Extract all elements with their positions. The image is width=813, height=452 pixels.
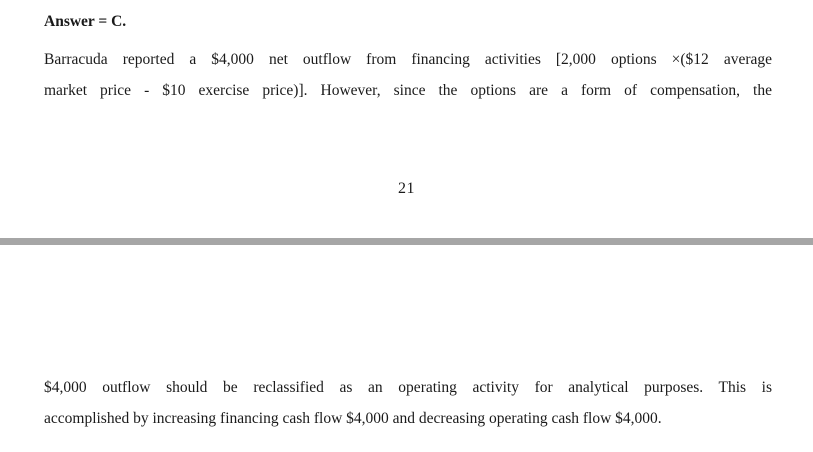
paragraph-line: accomplished by increasing financing cash flow $4,000 and decreasing operating cash flow $4,000. xyxy=(44,410,662,427)
explanation-paragraph-bottom xyxy=(44,372,772,434)
page-break-divider xyxy=(0,238,813,245)
paragraph-line: market price - $10 exercise price)]. However, since the options are a form of compensation, the xyxy=(44,82,772,99)
paragraph-line: $4,000 outflow should be reclassified as an operating activity for analytical purposes. This is xyxy=(44,379,772,396)
page-number: 21 xyxy=(398,180,415,197)
paragraph-line: Barracuda reported a $4,000 net outflow from financing activities [2,000 options ×($12 average xyxy=(44,51,772,68)
answer-heading: Answer = C. xyxy=(44,13,127,30)
explanation-paragraph-top xyxy=(44,44,772,106)
